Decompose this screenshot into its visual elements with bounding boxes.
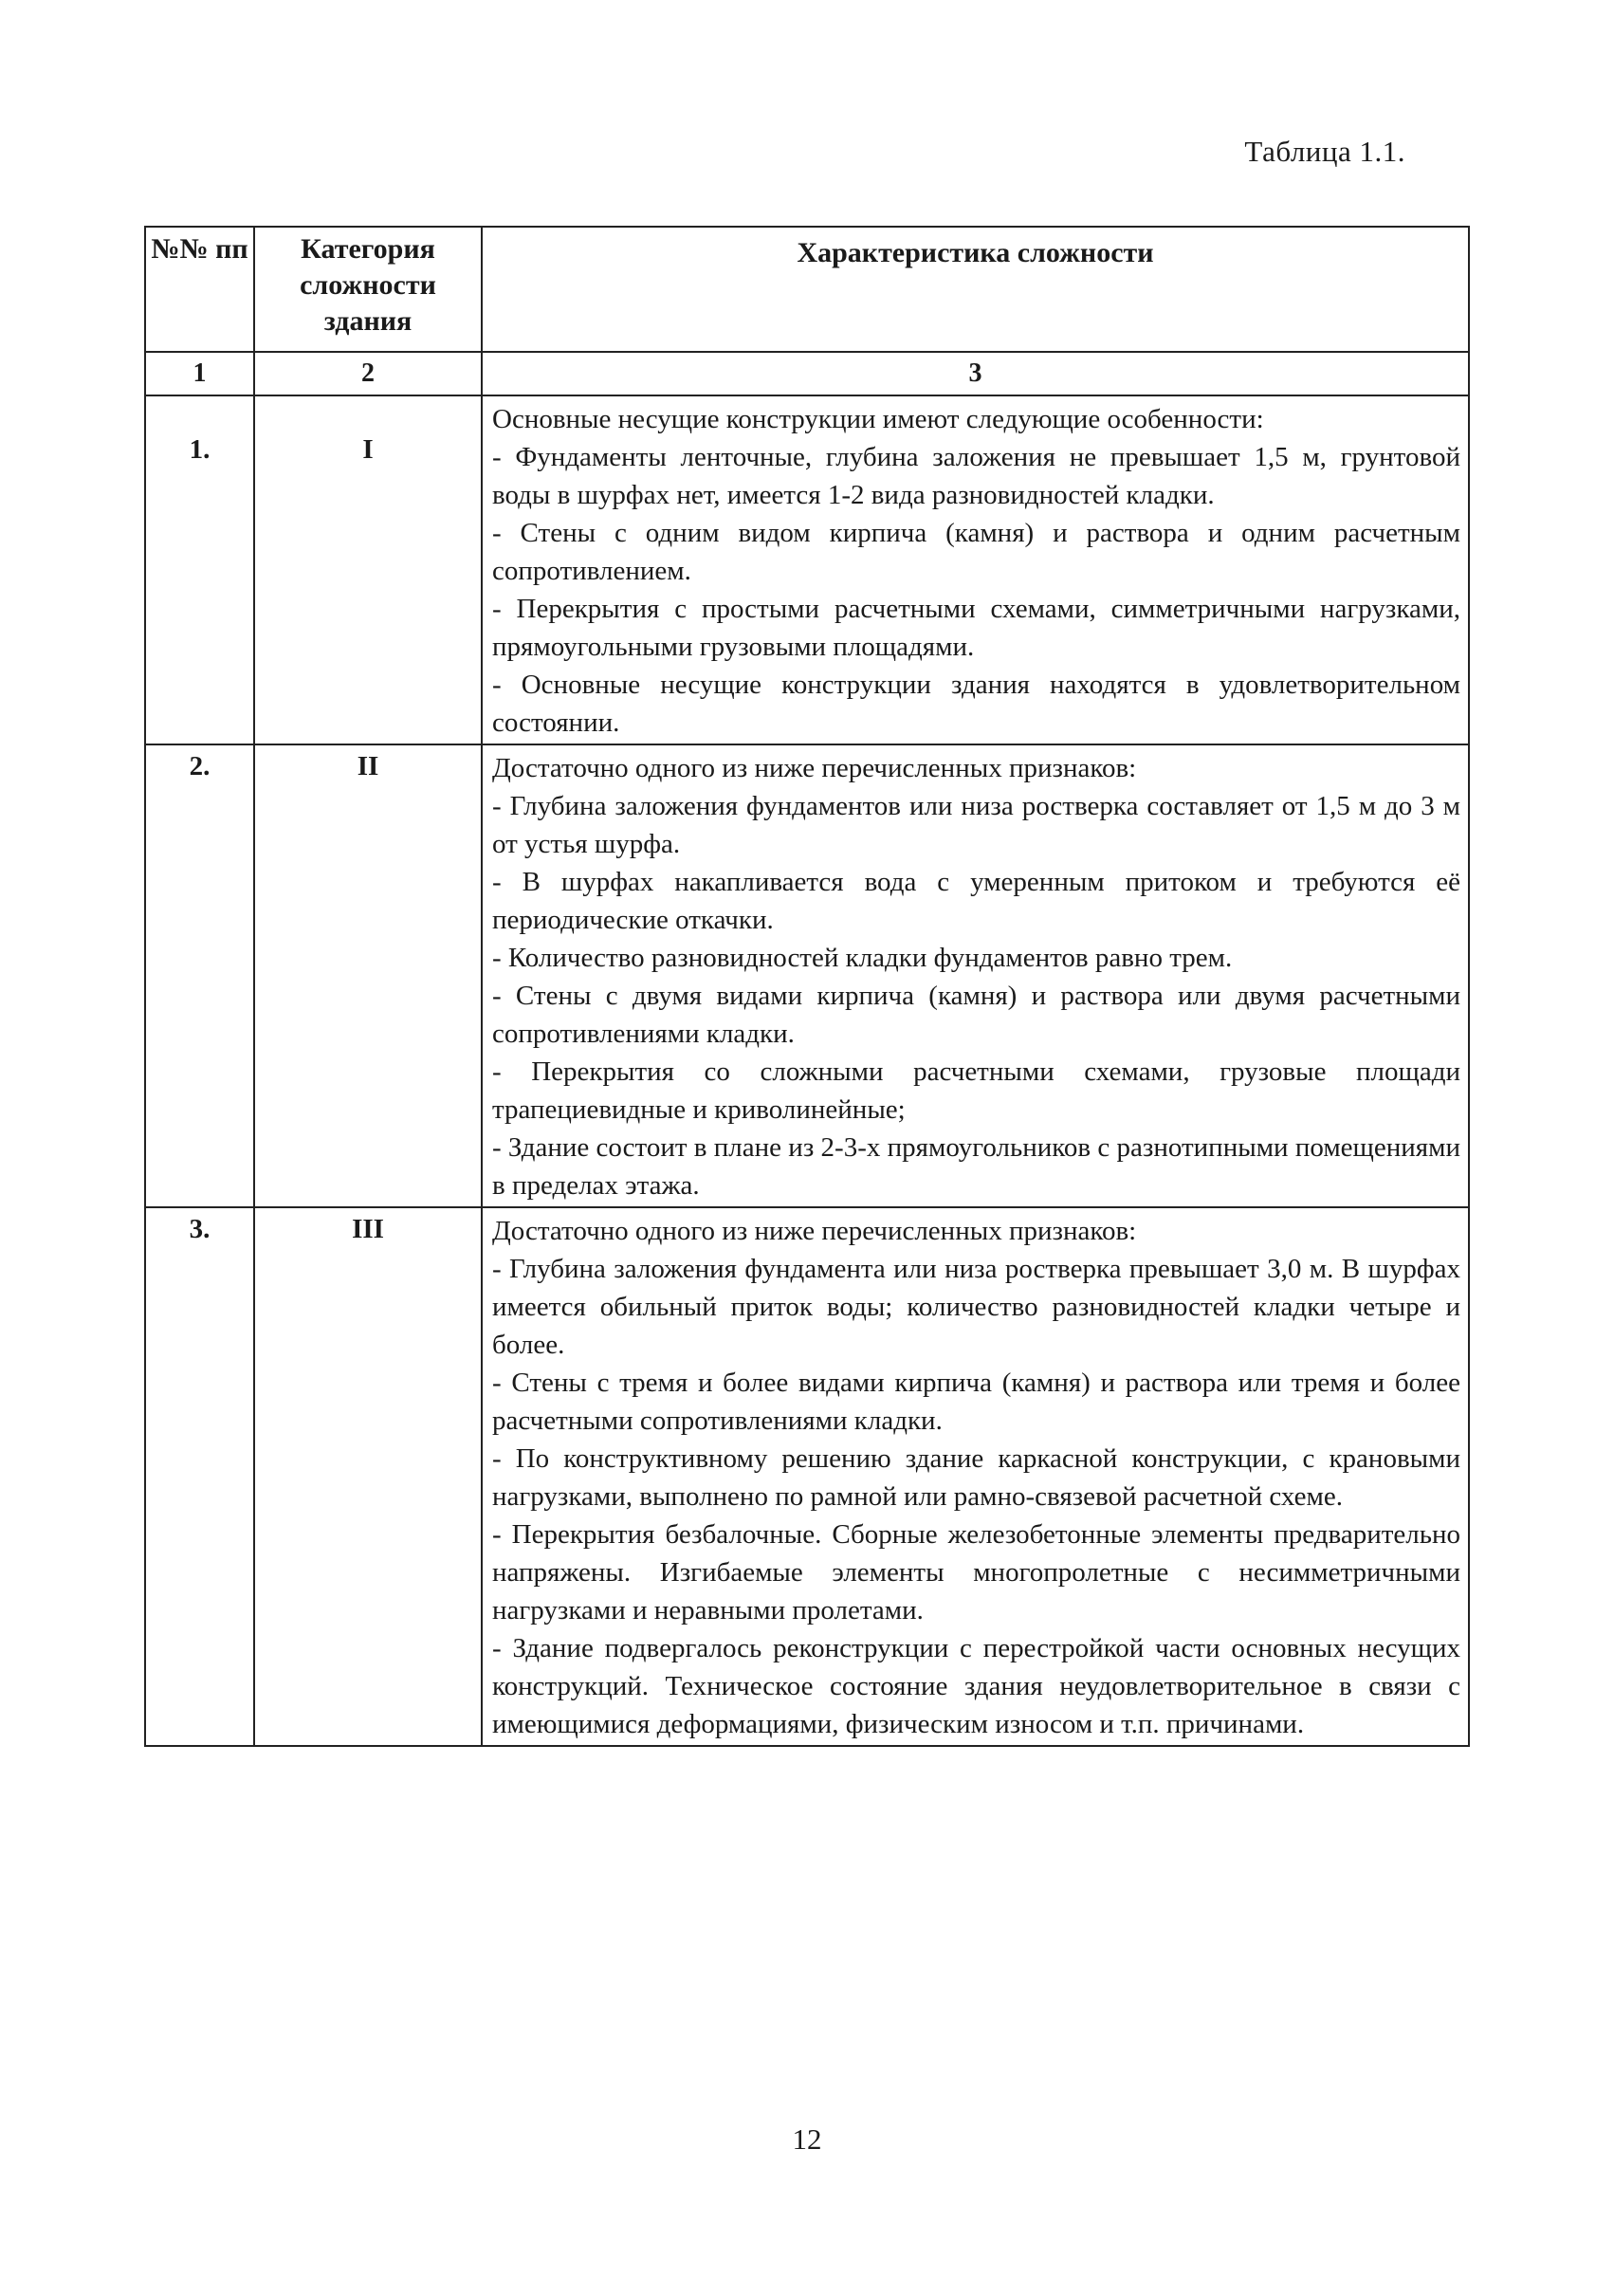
table-row xyxy=(145,744,1469,1207)
header-num: №№ пп xyxy=(145,227,254,352)
column-number: 1 xyxy=(145,352,254,395)
table-caption: Таблица 1.1. xyxy=(1244,135,1405,168)
row-category: III xyxy=(254,1207,482,1746)
characteristic-item: - По конструктивному решению здание каркасной конструкции, с крановыми нагрузками, выполнено по рамной или рамно-связевой расчетной схеме. xyxy=(492,1443,1460,1512)
characteristic-lead: Основные несущие конструкции имеют следующие особенности: xyxy=(492,404,1264,434)
characteristic-item: - Основные несущие конструкции здания находятся в удовлетворительном состоянии. xyxy=(492,670,1460,738)
header-row xyxy=(145,227,1469,352)
characteristic-item: - Количество разновидностей кладки фундаментов равно трем. xyxy=(492,943,1233,973)
characteristic-item: - Стены с тремя и более видами кирпича (камня) и раствора или тремя и более расчетными сопротивлениями кладки. xyxy=(492,1368,1460,1436)
characteristic-item: - Стены с двумя видами кирпича (камня) и раствора или двумя расчетными сопротивлениями кладки. xyxy=(492,981,1460,1049)
row-number: 2. xyxy=(145,744,254,1207)
row-characteristic xyxy=(482,395,1469,744)
column-number: 2 xyxy=(254,352,482,395)
table-row xyxy=(145,1207,1469,1746)
characteristic-item: - В шурфах накапливается вода с умеренным притоком и требуются её периодические откачки. xyxy=(492,867,1460,935)
table-row xyxy=(145,395,1469,744)
row-characteristic xyxy=(482,744,1469,1207)
characteristic-item: - Здание подвергалось реконструкции с перестройкой части основных несущих конструкций. Техническое состояние здания неудовлетворительное в связи с имеющимися деформациями, физическим износом и т.п. причинами. xyxy=(492,1633,1460,1739)
row-characteristic xyxy=(482,1207,1469,1746)
characteristic-lead: Достаточно одного из ниже перечисленных признаков: xyxy=(492,753,1137,783)
row-number: 1. xyxy=(145,395,254,744)
header-category: Категория сложности здания xyxy=(254,227,482,352)
characteristic-item: - Здание состоит в плане из 2-3-х прямоугольников с разнотипными помещениями в пределах этажа. xyxy=(492,1132,1460,1201)
column-number: 3 xyxy=(482,352,1469,395)
complexity-table xyxy=(144,226,1470,1747)
row-number: 3. xyxy=(145,1207,254,1746)
row-category: I xyxy=(254,395,482,744)
page-number: 12 xyxy=(792,2122,822,2156)
row-category: II xyxy=(254,744,482,1207)
characteristic-item: - Перекрытия со сложными расчетными схемами, грузовые площади трапециевидные и криволинейные; xyxy=(492,1056,1460,1125)
characteristic-item: - Стены с одним видом кирпича (камня) и раствора и одним расчетным сопротивлением. xyxy=(492,518,1460,586)
characteristic-item: - Глубина заложения фундамента или низа ростверка превышает 3,0 м. В шурфах имеется обильный приток воды; количество разновидностей кладки четыре и более. xyxy=(492,1254,1460,1360)
characteristic-item: - Фундаменты ленточные, глубина заложения не превышает 1,5 м, грунтовой воды в шурфах нет, имеется 1-2 вида разновидностей кладки. xyxy=(492,442,1460,510)
characteristic-item: - Перекрытия безбалочные. Сборные железобетонные элементы предварительно напряжены. Изгибаемые элементы многопролетные с несимметричными нагрузками и неравными пролетами. xyxy=(492,1519,1460,1626)
header-characteristic: Характеристика сложности xyxy=(482,227,1469,352)
characteristic-lead: Достаточно одного из ниже перечисленных признаков: xyxy=(492,1216,1137,1246)
characteristic-item: - Перекрытия с простыми расчетными схемами, симметричными нагрузками, прямоугольными грузовыми площадями. xyxy=(492,594,1460,662)
column-number-row xyxy=(145,352,1469,395)
characteristic-item: - Глубина заложения фундаментов или низа ростверка составляет от 1,5 м до 3 м от устья шурфа. xyxy=(492,791,1460,859)
